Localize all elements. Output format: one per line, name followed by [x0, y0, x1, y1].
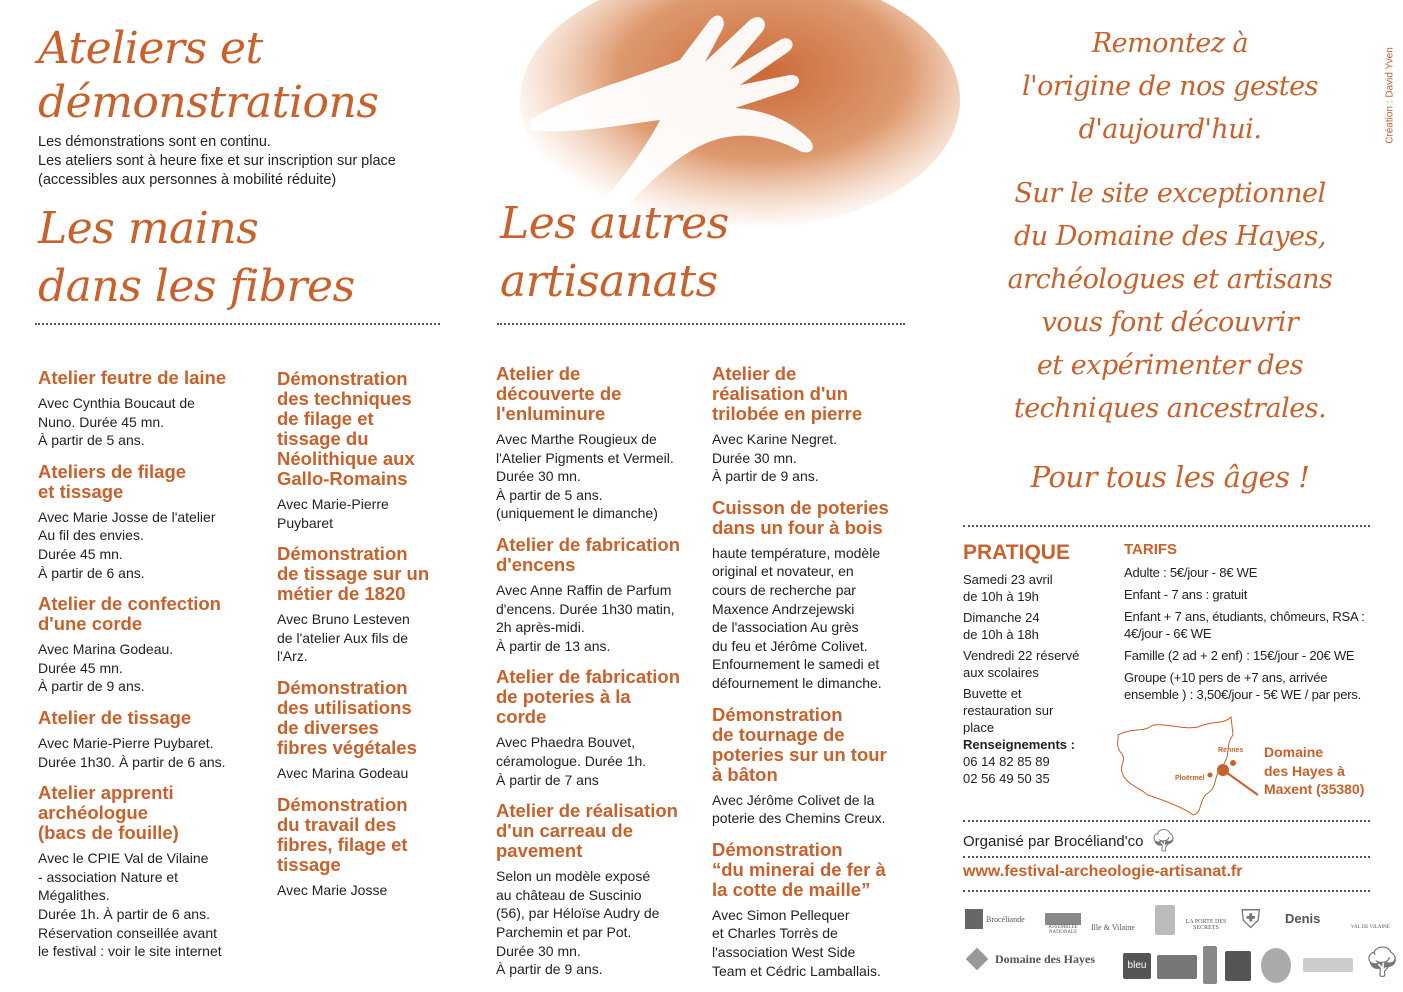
location-label: Domaine des Hayes à Maxent (35380): [1264, 744, 1365, 797]
section-title-artisanats: Les autres artisanats: [500, 198, 729, 307]
activity-item: [277, 795, 477, 900]
map-label-ploermel: Ploërmel: [1175, 775, 1205, 782]
activity-item: [38, 708, 273, 771]
activity-title: Atelier de tissage: [38, 706, 192, 728]
brittany-map: [1113, 715, 1263, 820]
artisanats-col-1: [496, 364, 708, 991]
activity-title: Atelier apprenti archéologue (bacs de fouille): [38, 782, 179, 844]
tarif-line: Adulte : 5€/jour - 8€ WE: [1124, 565, 1258, 580]
tree-icon: 🌳︎: [1149, 828, 1178, 853]
activity-title: Démonstration de tissage sur un métier de 1820: [277, 543, 430, 605]
activity-description: haute température, modèle original et novateur, en cours de recherche par Maxence Andrzejewski de l'association Au grès du feu et Jérôme Colivet. Enfournement le samedi et défournement le dimanche.: [712, 544, 882, 691]
activity-item: [496, 535, 708, 655]
activity-title: Atelier de réalisation d'un trilobée en pierre: [712, 363, 863, 424]
activity-title: Démonstration du travail des fibres, filage et tissage: [277, 793, 408, 875]
activity-description: Avec Marie Josse: [277, 881, 388, 898]
pitch: Sur le site exceptionnel du Domaine des Hayes, archéologues et artisans vous font découvrir et expérimenter des techniques ancestrales.: [1007, 178, 1333, 424]
logo-domaine-hayes: [965, 951, 1095, 967]
tarifs-title: TARIFS: [1124, 541, 1178, 558]
pratique-line: Dimanche 24 de 10h à 18h: [963, 610, 1040, 642]
contact-label: Renseignements :: [963, 737, 1075, 752]
intro-text: Les démonstrations sont en continu. Les ateliers sont à heure fixe et sur inscription sur place (accessibles aux personnes à mobilité réduite): [38, 134, 396, 188]
logo-crest: ⛨: [1241, 905, 1261, 934]
activity-description: Avec Marthe Rougieux de l'Atelier Pigments et Vermeil. Durée 30 mn. À partir de 5 ans. (uniquement le dimanche): [496, 431, 674, 522]
logo-assemblee: ASSEMBLÉE NATIONALE: [1045, 913, 1081, 935]
activity-description: Avec Marie-Pierre Puybaret. Durée 1h30. À partir de 6 ans.: [38, 734, 226, 770]
partner-logos: [963, 903, 1403, 988]
activity-title: Démonstration des techniques de filage et tissage du Néolithique aux Gallo-Romains: [277, 368, 415, 489]
page-title: Ateliers et démonstrations: [38, 23, 379, 128]
divider: [497, 323, 905, 325]
pratique-line: Vendredi 22 réservé aux scolaires: [963, 648, 1080, 680]
ages-text: Pour tous les âges !: [1030, 460, 1310, 494]
pratique-line: Samedi 23 avril de 10h à 19h: [963, 572, 1053, 604]
activity-description: Avec Bruno Lesteven de l'atelier Aux fils de l'Arz.: [277, 611, 410, 665]
logo-region: [1155, 905, 1175, 935]
activity-title: Cuisson de poteries dans un four à bois: [712, 496, 889, 538]
activity-item: [277, 678, 477, 783]
logo-partner: [1225, 951, 1251, 981]
pratique-section: [963, 541, 1118, 791]
activity-description: Avec Marina Godeau: [277, 764, 409, 781]
divider: [35, 323, 440, 325]
logo-partner: [1157, 955, 1197, 979]
activity-title: Atelier feutre de laine: [38, 367, 227, 388]
logo-france-bleu: bleu: [1123, 953, 1151, 979]
tagline: Remontez à l'origine de nos gestes d'aujourd'hui.: [1022, 28, 1318, 145]
activity-item: [277, 544, 477, 666]
divider: [963, 525, 1370, 527]
logo-porte-secrets: LA PORTE DES SECRETS: [1185, 919, 1227, 931]
activity-title: Démonstration de tournage de poteries sur un tour à bâton: [712, 703, 887, 785]
logo-ille-vilaine: Ille & Vilaine: [1091, 923, 1135, 932]
activity-description: Avec Cynthia Boucaut de Nuno. Durée 45 mn. À partir de 5 ans.: [38, 395, 195, 449]
logo-partner: [1303, 958, 1353, 972]
pratique-line: Buvette et restauration sur place: [963, 686, 1054, 735]
activity-description: Avec Anne Raffin de Parfum d'encens. Durée 1h30 matin, 2h après-midi. À partir de 13 ans.: [496, 581, 675, 654]
tarif-line: Groupe (+10 pers de +7 ans, arrivée ensemble ) : 3,50€/jour - 5€ WE / par pers.: [1124, 670, 1362, 702]
logo-denis: Denis: [1285, 911, 1321, 926]
pratique-title: PRATIQUE: [963, 541, 1070, 564]
activity-item: [38, 462, 273, 582]
activity-item: [496, 801, 708, 979]
website-link[interactable]: www.festival-archeologie-artisanat.fr: [963, 863, 1243, 880]
activity-description: Avec Karine Negret. Durée 30 mn. À partir de 9 ans.: [712, 431, 838, 485]
divider: [963, 856, 1370, 858]
logo-partner: [1203, 946, 1217, 984]
activity-title: Démonstration des utilisations de diverses fibres végétales: [277, 676, 417, 758]
activity-description: Avec Marie Josse de l'atelier Au fil des envies. Durée 45 mn. À partir de 6 ans.: [38, 508, 216, 581]
activity-title: Atelier de fabrication de poteries à la corde: [496, 666, 681, 728]
artisanats-col-2: [712, 364, 912, 992]
activity-description: Avec Marina Godeau. Durée 45 mn. À partir de 9 ans.: [38, 641, 174, 695]
divider: [963, 820, 1370, 822]
activity-item: [712, 498, 912, 693]
activity-title: Atelier de réalisation d'un carreau de pavement: [496, 800, 678, 862]
activity-item: [712, 840, 912, 980]
organizer: [963, 828, 1177, 854]
activity-description: Avec Phaedra Bouvet, céramologue. Durée 1h. À partir de 7 ans: [496, 734, 647, 788]
activity-description: Avec Jérôme Colivet de la poterie des Chemins Creux.: [712, 791, 886, 827]
logo-val-vilaine: VAL DE VILAINE: [1351, 925, 1390, 930]
activity-item: [712, 364, 912, 486]
logo-text: Domaine des Hayes: [995, 951, 1095, 966]
activity-title: Atelier de confection d'une corde: [38, 593, 221, 635]
activity-item: [712, 705, 912, 828]
activity-title: Ateliers de filage et tissage: [38, 460, 187, 502]
activity-title: Démonstration “du minerai de fer à la cotte de maille”: [712, 838, 886, 900]
map-label-rennes: Rennes: [1218, 747, 1244, 754]
tarif-line: Enfant - 7 ans : gratuit: [1124, 587, 1248, 602]
activity-item: [38, 783, 273, 961]
fibres-col-2: [277, 369, 477, 911]
activity-item: [496, 364, 708, 523]
fibres-col-1: [38, 368, 273, 973]
activity-title: Atelier de découverte de l'enluminure: [496, 363, 622, 424]
divider: [963, 890, 1370, 892]
tarif-line: Famille (2 ad + 2 enf) : 15€/jour - 20€ WE: [1124, 648, 1355, 663]
activity-item: [38, 368, 273, 450]
section-title-fibres: Les mains dans les fibres: [38, 203, 355, 312]
tarifs-section: [1124, 541, 1403, 708]
activity-description: Avec Marie-Pierre Puybaret: [277, 496, 389, 531]
logo-text: Brocéliande: [986, 914, 1025, 924]
organizer-text: Organisé par Brocéliand'co: [963, 832, 1144, 850]
activity-description: Selon un modèle exposé au château de Suscinio (56), par Héloïse Audry de Parchemin et par Pot. Durée 30 mn. À partir de 9 ans.: [496, 868, 660, 978]
logo-broceliande: [965, 909, 1025, 929]
activity-item: [277, 369, 477, 532]
activity-description: Avec Simon Pellequer et Charles Torrès de l'association West Side Team et Cédric Lamballais.: [712, 906, 881, 979]
tarif-line: Enfant + 7 ans, étudiants, chômeurs, RSA : 4€/jour - 6€ WE: [1124, 609, 1365, 641]
activity-item: [38, 594, 273, 696]
tree-logo: 🌳︎: [1363, 946, 1402, 979]
activity-title: Atelier de fabrication d'encens: [496, 533, 681, 575]
credit: Création : David Yven: [1384, 47, 1396, 144]
activity-item: [496, 667, 708, 789]
logo-partner: [1261, 948, 1291, 983]
phone-numbers: 06 14 82 85 89 02 56 49 50 35: [963, 754, 1050, 786]
activity-description: Avec le CPIE Val de Vilaine - association Nature et Mégalithes. Durée 1h. À partir de 6 ans. Réservation conseillée avant le festival : voir le site internet: [38, 850, 222, 960]
